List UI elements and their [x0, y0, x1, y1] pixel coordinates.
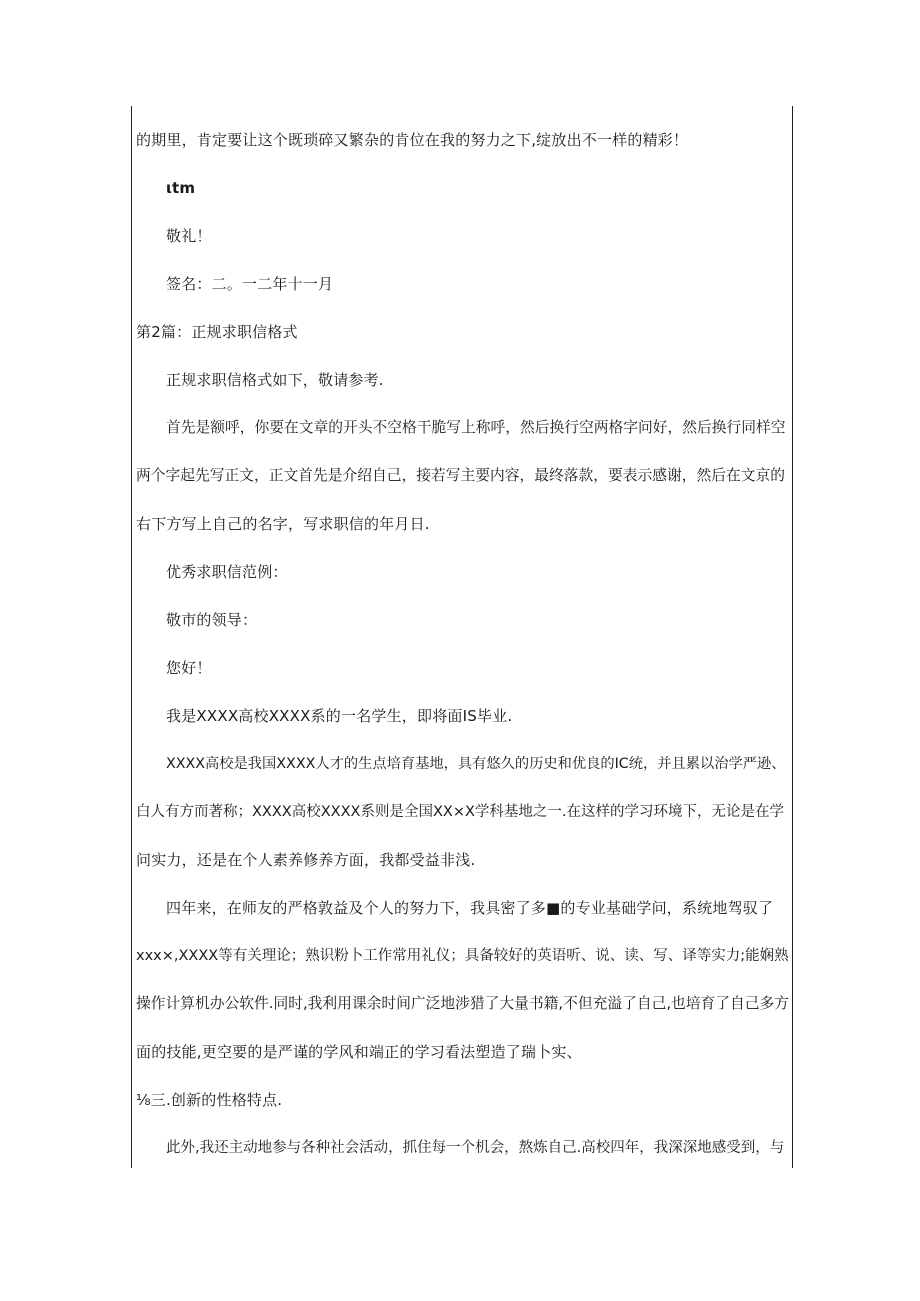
signature-line: 签名：二。一二年十一月	[166, 275, 334, 293]
text-line: 的期里，肯定要让这个既琐碎又繁杂的肯位在我的努力之下,绽放出不一样的精彩！	[136, 131, 689, 149]
text-line: XXXX高校是我国XXXX人才的生点培育基地，具有悠久的历史和优良的IC统，并且累以治学严逊、	[166, 756, 786, 772]
text-line: 面的技能,更空要的是严谨的学风和端正的学习看法塑造了瑞卜实、	[136, 1043, 582, 1061]
text-line: 白人有方而著称；XXXX高校XXXX系则是全国XX×X学科基地之一.在这样的学习环境下，无论是在学	[136, 804, 785, 820]
section-heading: 第2篇：正规求职信格式	[136, 323, 298, 341]
text-line: 四年来，在师友的严格敦益及个人的努力下，我具密了多■的专业基础学问，系统地驾驭了	[166, 899, 774, 917]
text-line: 操作计算机办公软件.同时,我利用课余时间广泛地涉猎了大量书籍,不但充溢了自己,也培育了自己多方	[136, 995, 790, 1012]
text-line: ιtm	[166, 179, 196, 197]
text-line: ⅛三.创新的性格特点.	[136, 1091, 283, 1109]
text-line: 此外,我还主动地参与各种社会活动，抓住每一个机会，熬炼自己.高校四年，我深深地感受到，与	[166, 1140, 785, 1156]
text-line: 首先是额呼，你要在文章的开头不空格干脆写上称呼，然后换行空两格字问好，然后换行同样空	[166, 419, 786, 436]
document-page	[131, 106, 793, 1168]
text-line: xxx×,XXXX等有关理论；熟识粉卜工作常用礼仪；具备较好的英语听、说、读、写、译等实力;能娴熟	[136, 948, 789, 964]
text-line: 您好！	[166, 659, 212, 677]
text-line: 优秀求职信范例：	[166, 563, 288, 581]
text-line: 问实力，还是在个人素养修养方面，我都受益非浅.	[136, 851, 476, 869]
closing-salutation: 敬礼！	[166, 227, 212, 245]
text-line: 右下方写上自己的名字，写求职信的年月日.	[136, 515, 430, 533]
text-line: 两个字起先写正文，正文首先是介绍自己，接若写主要内容，最终落款，要表示感谢，然后在文京的	[136, 467, 785, 484]
text-line: 正规求职信格式如下，敬请参考.	[166, 371, 384, 389]
letter-greeting: 敬市的领导：	[166, 611, 258, 629]
text-line: 我是XXXX高校XXXX系的一名学生，即将面IS毕业.	[166, 707, 513, 725]
